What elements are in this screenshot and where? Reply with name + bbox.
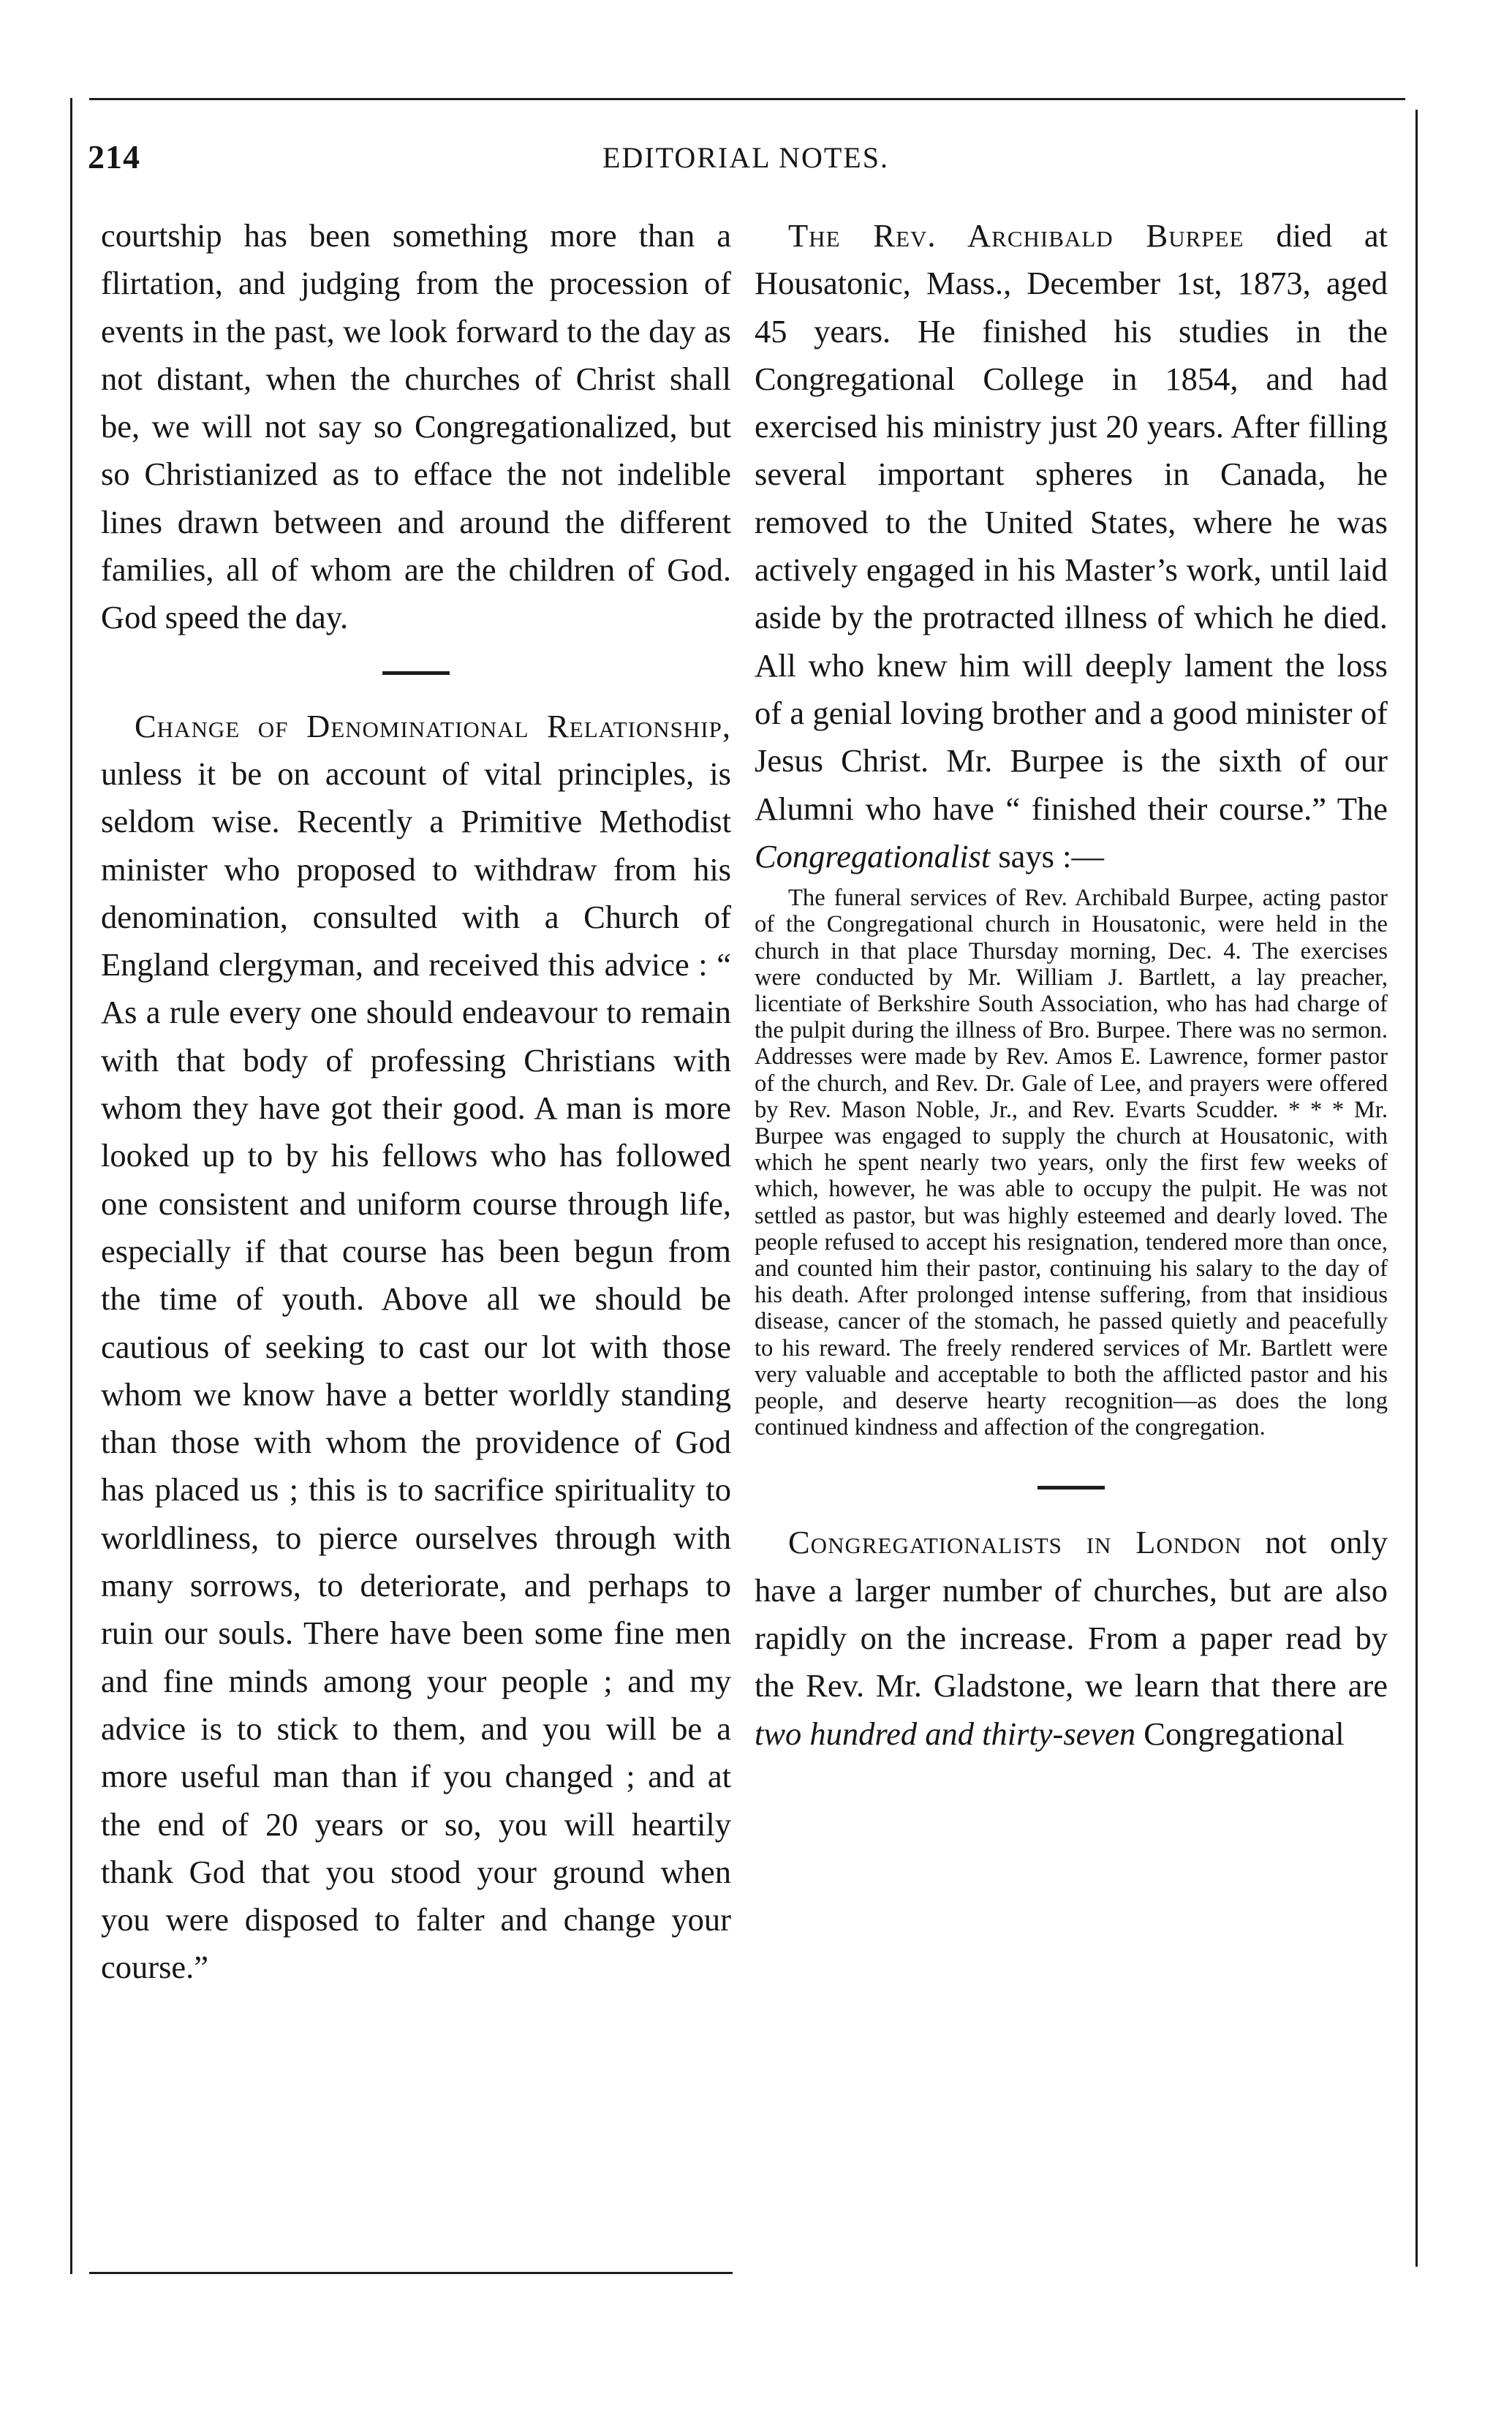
continued-paragraph: courtship has been something more than a flirtation, and judging from the procession of events in the past, we look forward to the day as not distant, when the churches of Christ shall be, we will not say so Congregationalized, but so Christianized as to efface the not indelible lines drawn between and around the different families, all of whom are the children of God. God speed the day. <box>101 217 731 636</box>
obituary-body: died at Housatonic, Mass., December 1st, 1873, aged 45 years. He finished his studies in the Congregational College in 1854, and had exercised his ministry just 20 years. After filling several important spheres in Canada, he removed to the United States, where he was actively engaged in his Master’s work, until laid aside by the protracted illness of which he died. All who knew him will deeply lament the loss of a genial loving brother and a good minister of Jesus Christ. Mr. Burpee is the sixth of our Alumni who have “ finished their course.” The <box>755 217 1388 827</box>
top-border-rule <box>89 98 1405 100</box>
denominational-paragraph <box>101 703 731 1992</box>
london-body: not only have a larger number of churches, but are also rapidly on the increase. From a paper read by the Rev. Mr. Gladstone, we learn that there are <box>755 1524 1388 1704</box>
left-border-rule <box>70 98 72 2274</box>
section-divider <box>382 671 450 675</box>
periodical-title: Congregationalist <box>755 837 991 875</box>
obituary-paragraph <box>755 212 1388 880</box>
page-number: 214 <box>88 138 140 175</box>
bottom-border-rule <box>89 2272 733 2274</box>
section-divider <box>1037 1486 1105 1489</box>
london-paragraph <box>755 1519 1388 1757</box>
london-body-end: Congregational <box>1135 1715 1345 1752</box>
quoted-extract: The funeral services of Rev. Archibald Burpee, acting pastor of the Congregational church in Housatonic, were held in the church in that place Thursday morning, Dec. 4. The exercises were conducted by Mr. William J. Bartlett, a lay preacher, licentiate of Berkshire South Association, who has had charge of the pulpit during the illness of Bro. Burpee. There was no sermon. Addresses were made by Rev. Amos E. Lawrence, former pastor of the church, and Rev. Dr. Gale of Lee, and prayers were offered by Rev. Mason Noble, Jr., and Rev. Evarts Scudder. * * * Mr. Burpee was engaged to supply the church at Housatonic, with which he spent nearly two years, only the first few weeks of which, however, he was able to occupy the pulpit. He was not settled as pastor, but was highly esteemed and dearly loved. The people refused to accept his resignation, tendered more than once, and counted him their pastor, continuing his salary to the day of his death. After prolonged intense suffering, from that insidious disease, cancer of the stomach, he passed quietly and peacefully to his reward. The freely rendered services of Mr. Bartlett were very valuable and acceptable to both the afflicted pastor and his people, and deserve hearty recognition—as does the long continued kindness and affection of the congregation. <box>755 885 1388 1441</box>
right-column <box>755 212 1388 1758</box>
obituary-heading: The Rev. Archibald Burpee <box>788 217 1244 254</box>
left-column <box>101 212 731 1992</box>
obituary-body-end: says :— <box>990 837 1104 875</box>
page-header <box>88 137 1404 181</box>
right-border-rule <box>1415 110 1418 2267</box>
section-body: unless it be on account of vital principles, is seldom wise. Recently a Primitive Methodist minister who proposed to withdraw from his denomination, consulted with a Church of England clergyman, and received this advice : “ As a rule every one should endeavour to remain with that body of professing Christians with whom they have got their good. A man is more looked up to by his fellows who has followed one consistent and uniform course through life, especially if that course has been begun from the time of youth. Above all we should be cautious of seeking to cast our lot with those whom we know have a better worldly standing than those with whom the providence of God has placed us ; this is to sacrifice spirituality to worldliness, to pierce ourselves through with many sorrows, to deteriorate, and perhaps to ruin our souls. There have been some fine men and fine minds among your people ; and my advice is to stick to them, and you will be a more useful man than if you changed ; and at the end of 20 years or so, you will heartily thank God that you stood your ground when you were disposed to falter and change your course.” <box>101 755 731 1986</box>
london-heading: Congregationalists in London <box>788 1524 1242 1561</box>
section-heading: Change of Denominational Relationship, <box>135 707 731 744</box>
running-head: EDITORIAL NOTES. <box>602 141 889 174</box>
london-emphasis: two hundred and thirty-seven <box>755 1715 1136 1752</box>
